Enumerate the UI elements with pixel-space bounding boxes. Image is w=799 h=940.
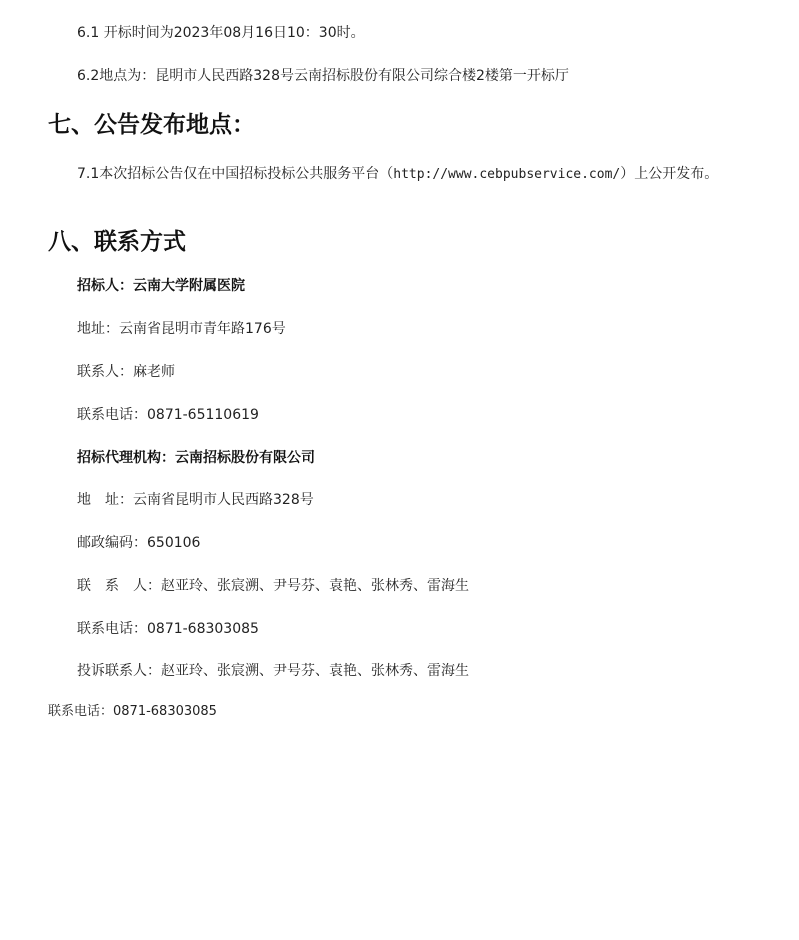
tenderer-phone: 联系电话：0871-65110619: [77, 407, 259, 423]
section-heading-publication: 七、公告发布地点：: [48, 112, 255, 138]
section-heading-contact: 八、联系方式: [48, 229, 186, 255]
tenderer-name: 招标人：云南大学附属医院: [77, 278, 245, 294]
publication-text-end: ）上公开发布。: [620, 166, 719, 182]
agency-contact-persons: 联 系 人：赵亚玲、张宸溯、尹号芬、袁艳、张林秀、雷海生: [77, 578, 469, 594]
tenderer-contact-person: 联系人：麻老师: [77, 364, 175, 380]
publication-text: 7.1本次招标公告仅在中国招标投标公共服务平台（: [77, 166, 394, 182]
complaint-phone: 联系电话：0871-68303085: [48, 704, 217, 719]
complaint-contact-persons: 投诉联系人：赵亚玲、张宸溯、尹号芬、袁艳、张林秀、雷海生: [77, 663, 469, 679]
publication-paragraph: [48, 163, 764, 186]
publication-url-link[interactable]: http://www.cebpubservice.com/: [393, 167, 621, 182]
agency-postcode: 邮政编码：650106: [77, 535, 201, 551]
bid-opening-time: 6.1 开标时间为2023年08月16日10：30时。: [77, 25, 365, 41]
bid-opening-location: 6.2地点为：昆明市人民西路328号云南招标股份有限公司综合楼2楼第一开标厅: [77, 68, 569, 84]
agency-address: 地 址：云南省昆明市人民西路328号: [77, 492, 314, 508]
agency-name: 招标代理机构：云南招标股份有限公司: [77, 450, 315, 466]
tenderer-address: 地址：云南省昆明市青年路176号: [77, 321, 286, 337]
agency-phone: 联系电话：0871-68303085: [77, 621, 259, 637]
